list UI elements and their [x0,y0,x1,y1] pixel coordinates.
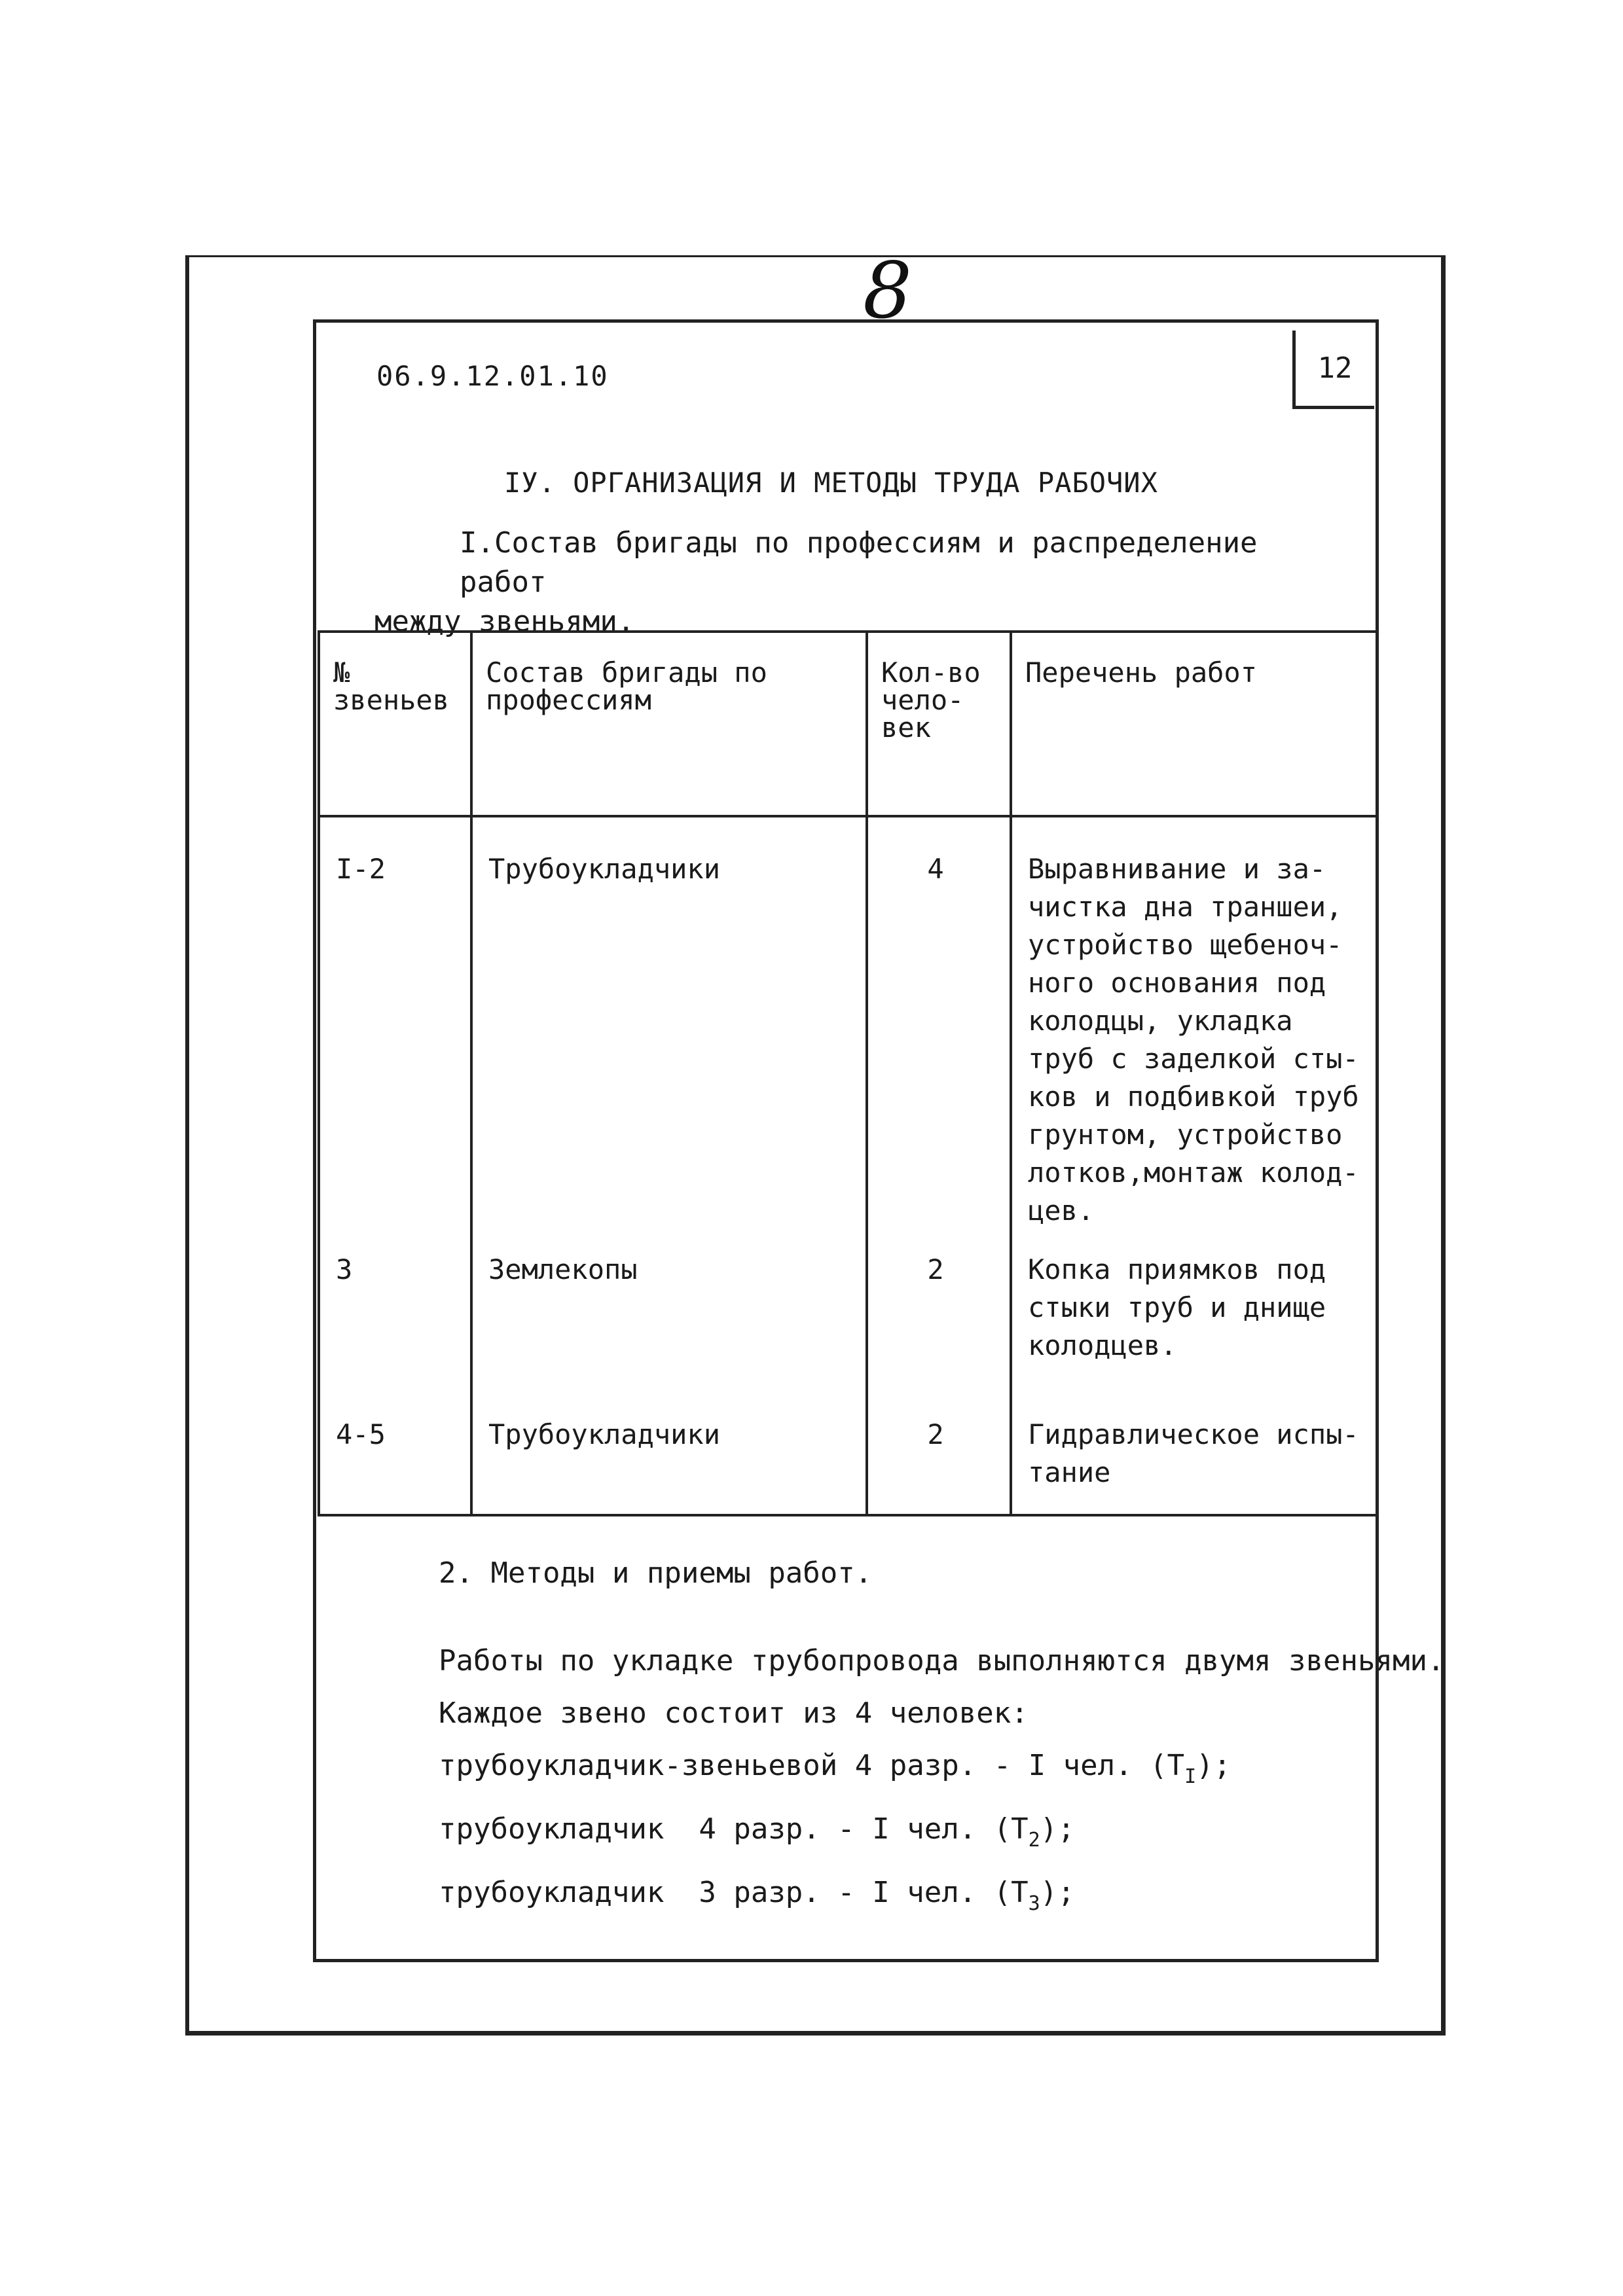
section-title: IУ. ОРГАНИЗАЦИЯ И МЕТОДЫ ТРУДА РАБОЧИХ [504,467,1158,499]
subscript: 2 [1028,1829,1040,1852]
methods-title: 2. Методы и приемы работ. [439,1556,873,1590]
document-code: 06.9.12.01.10 [376,360,609,392]
cell-count: 4 [867,816,1011,1243]
header-composition: Состав бригады по профессиям [471,632,867,816]
table-row [319,1243,1377,1408]
table-row [319,1408,1377,1515]
cell-works: Выравнивание и за- чистка дна траншеи, устройство щебеноч- ного основания под колодцы, укладка труб с заделкой сты- ков и подбивкой труб грунтом, устройство лотков,монтаж колод- цев. [1011,816,1377,1243]
methods-line: Каждое звено состоит из 4 человек: [439,1696,1029,1730]
methods-line [439,1867,1381,1930]
cell-unit-number: I-2 [319,816,471,1243]
methods-line: Работы по укладке трубопровода выполняются двумя звеньями. [439,1644,1445,1677]
methods-line-end: ); [1196,1749,1231,1782]
page-number-box [1292,331,1374,409]
cell-profession: Трубоукладчики [471,1408,867,1515]
methods-line-end: ); [1040,1876,1075,1909]
table-row [319,816,1377,1243]
cell-count: 2 [867,1243,1011,1408]
cell-count: 2 [867,1408,1011,1515]
subsection-line-1: I.Состав бригады по профессиям и распределение работ [460,526,1258,599]
header-count: Кол-во чело- век [867,632,1011,816]
subscript: 3 [1028,1892,1040,1915]
cell-works: Гидравлическое испы- тание [1011,1408,1377,1515]
subsection-line-2: между звеньями. [374,605,635,638]
methods-line-text: трубоукладчик 3 разр. - I чел. (T [439,1876,1029,1909]
methods-line-end: ); [1040,1812,1075,1846]
methods-line [439,1803,1381,1867]
subscript: I [1184,1765,1197,1788]
methods-line-text: трубоукладчик 4 разр. - I чел. (T [439,1812,1029,1846]
methods-text [439,1635,1445,1930]
cell-unit-number: 4-5 [319,1408,471,1515]
cell-profession: Землекопы [471,1243,867,1408]
brigade-table [318,630,1379,1516]
page-number: 12 [1317,351,1353,385]
cell-unit-number: 3 [319,1243,471,1408]
methods-line-text: трубоукладчик-звеньевой 4 разр. - I чел. (T [439,1749,1185,1782]
header-unit-number: № звеньев [319,632,471,816]
handwritten-page-number: 8 [863,245,913,336]
header-works: Перечень работ [1011,632,1377,816]
methods-line [439,1740,1381,1803]
cell-profession: Трубоукладчики [471,816,867,1243]
table-header-row [319,632,1377,816]
subsection-heading [374,524,1304,641]
cell-works: Копка приямков под стыки труб и днище колодцев. [1011,1243,1377,1408]
